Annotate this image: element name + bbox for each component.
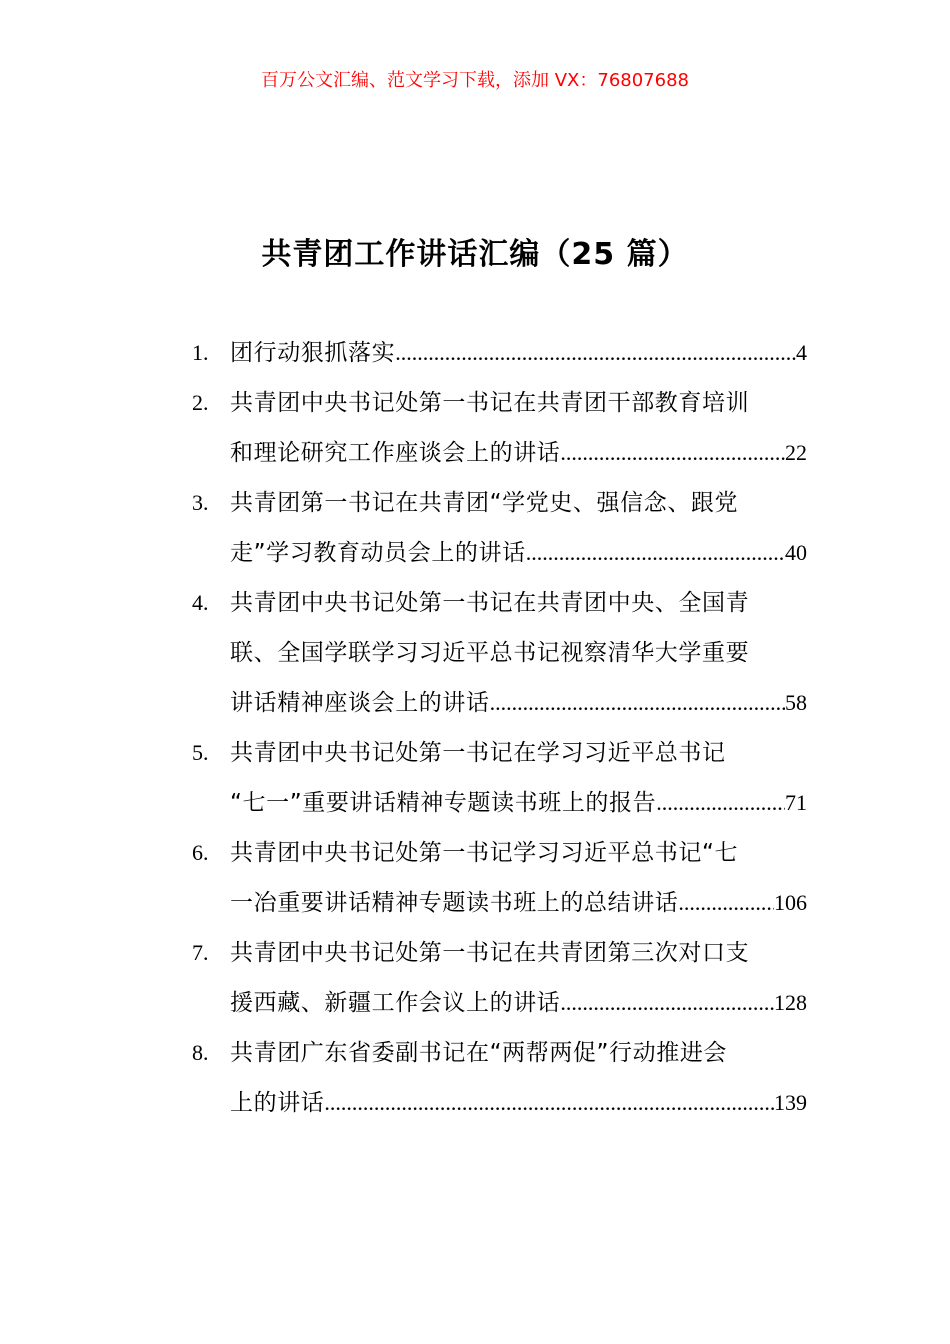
toc-entry-title-line: 共青团中央书记处第一书记在学习习近平总书记 bbox=[230, 740, 726, 766]
toc-entry-title bbox=[230, 478, 807, 578]
toc-entry-last-line bbox=[230, 528, 807, 578]
toc-entry-title-line: 联、全国学联学习习近平总书记视察清华大学重要 bbox=[230, 640, 750, 666]
toc-entry-title bbox=[230, 378, 807, 478]
toc-entry-title bbox=[230, 728, 807, 828]
toc-dot-leader bbox=[560, 428, 785, 478]
toc-entry-title bbox=[230, 1028, 807, 1128]
toc-entry-title-line: 共青团中央书记处第一书记在共青团中央、全国青 bbox=[230, 590, 750, 616]
toc-entry-last-line bbox=[230, 328, 807, 378]
toc-page-number: 22 bbox=[785, 440, 807, 465]
toc-entry-title bbox=[230, 328, 807, 378]
toc-dot-leader bbox=[678, 878, 774, 928]
toc-entry[interactable] bbox=[192, 728, 807, 828]
toc-entry[interactable] bbox=[192, 1028, 807, 1128]
toc-entry-title-line: 走”学习教育动员会上的讲话 bbox=[230, 540, 526, 566]
toc-entry[interactable] bbox=[192, 328, 807, 378]
toc-entry[interactable] bbox=[192, 578, 807, 728]
toc-entry-title-line: 一冶重要讲话精神专题读书班上的总结讲话 bbox=[230, 890, 679, 916]
toc-entry-title bbox=[230, 928, 807, 1028]
toc-entry-title-line: 上的讲话 bbox=[230, 1090, 325, 1116]
toc-entry-last-line bbox=[230, 978, 807, 1028]
toc-entry-number: 6. bbox=[192, 840, 209, 865]
toc-entry[interactable] bbox=[192, 828, 807, 928]
toc-dot-leader bbox=[395, 328, 796, 378]
toc-entry-last-line bbox=[230, 878, 807, 928]
toc-entry-last-line bbox=[230, 1078, 807, 1128]
toc-entry-title-line: 援西藏、新疆工作会议上的讲话 bbox=[230, 990, 561, 1016]
toc-page-number: 40 bbox=[785, 540, 807, 565]
toc-entry-last-line bbox=[230, 428, 807, 478]
toc-entry-number: 7. bbox=[192, 940, 209, 965]
toc-entry-title-line: 团行动狠抓落实 bbox=[230, 340, 396, 366]
toc-entry-title bbox=[230, 578, 807, 728]
toc-entry-number: 4. bbox=[192, 590, 209, 615]
toc-entry-title-line: “七一”重要讲话精神专题读书班上的报告 bbox=[230, 790, 657, 816]
toc-entry-last-line bbox=[230, 778, 807, 828]
toc-entry-title-line: 共青团广东省委副书记在“两帮两促”行动推进会 bbox=[230, 1040, 728, 1066]
document-title: 共青团工作讲话汇编（25 篇） bbox=[261, 237, 689, 272]
toc-page-number: 128 bbox=[774, 990, 807, 1015]
toc-page-number: 106 bbox=[774, 890, 807, 915]
toc-entry-title-line: 共青团第一书记在共青团“学党史、强信念、跟党 bbox=[230, 490, 739, 516]
toc-page-number: 71 bbox=[785, 790, 807, 815]
header-note: 百万公文汇编、范文学习下载，添加 VX：76807688 bbox=[261, 70, 689, 91]
toc-page-number: 139 bbox=[774, 1090, 807, 1115]
toc-entry-title-line: 和理论研究工作座谈会上的讲话 bbox=[230, 440, 561, 466]
toc-entry[interactable] bbox=[192, 378, 807, 478]
toc-dot-leader bbox=[560, 978, 774, 1028]
toc-dot-leader bbox=[324, 1078, 774, 1128]
toc-entry-number: 5. bbox=[192, 740, 209, 765]
toc-entry[interactable] bbox=[192, 928, 807, 1028]
toc-page-number: 4 bbox=[796, 340, 807, 365]
toc-page-number: 58 bbox=[785, 690, 807, 715]
toc-entry-number: 8. bbox=[192, 1040, 209, 1065]
toc-dot-leader bbox=[656, 778, 785, 828]
toc-entry-number: 2. bbox=[192, 390, 209, 415]
toc-entry-title-line: 共青团中央书记处第一书记在共青团第三次对口支 bbox=[230, 940, 750, 966]
toc-dot-leader bbox=[490, 678, 785, 728]
toc-dot-leader bbox=[526, 528, 785, 578]
toc-entry-title-line: 讲话精神座谈会上的讲话 bbox=[230, 690, 490, 716]
toc-entry-number: 1. bbox=[192, 340, 209, 365]
toc-entry[interactable] bbox=[192, 478, 807, 578]
toc-entry-last-line bbox=[230, 678, 807, 728]
toc-entry-title-line: 共青团中央书记处第一书记学习习近平总书记“七 bbox=[230, 840, 739, 866]
toc-entry-number: 3. bbox=[192, 490, 209, 515]
toc-entry-title-line: 共青团中央书记处第一书记在共青团干部教育培训 bbox=[230, 390, 750, 416]
table-of-contents bbox=[192, 328, 807, 1128]
toc-entry-title bbox=[230, 828, 807, 928]
